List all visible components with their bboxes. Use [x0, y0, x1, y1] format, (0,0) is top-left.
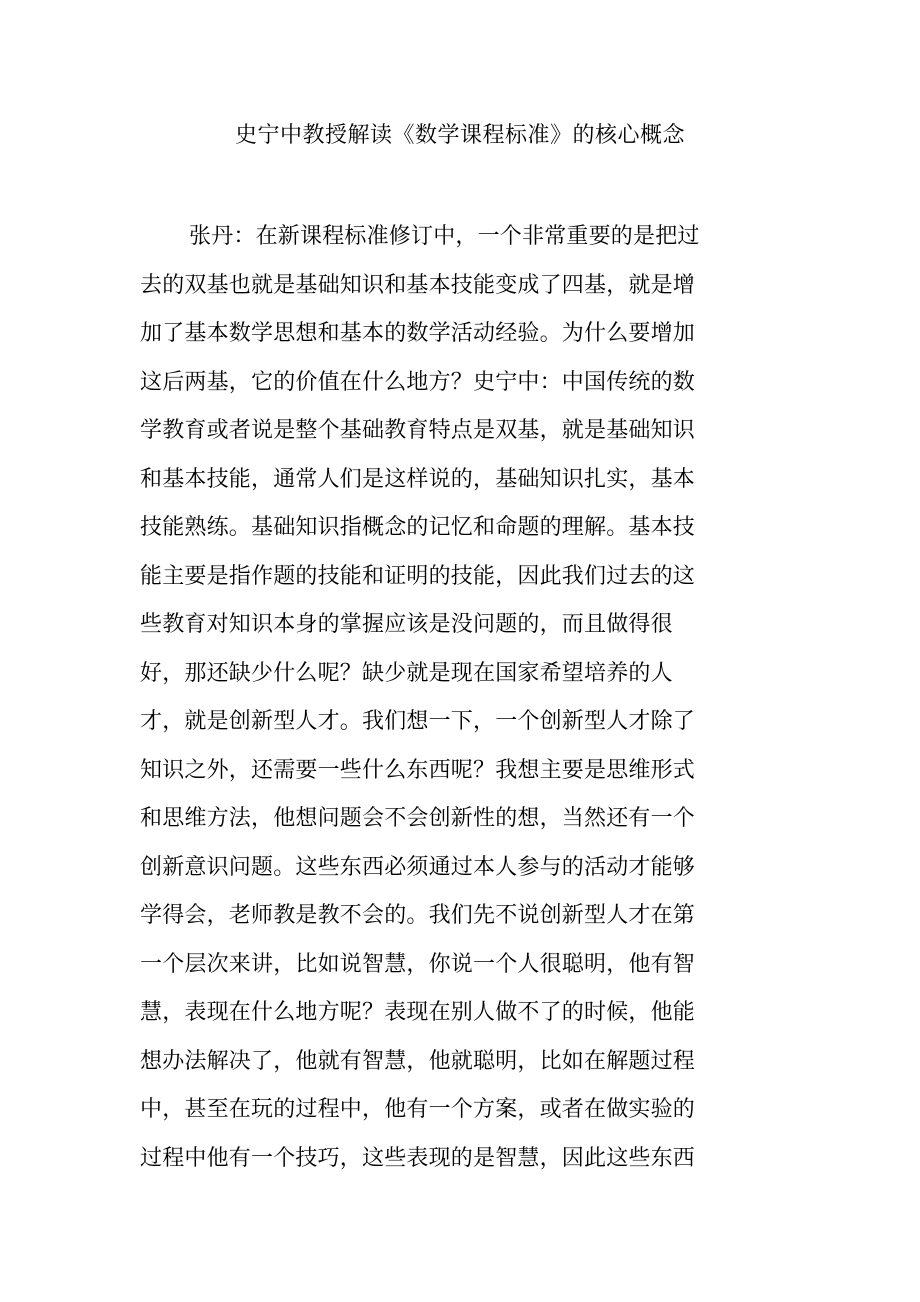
body-line: 过程中他有一个技巧，这些表现的是智慧，因此这些东西 — [140, 1145, 696, 1171]
body-line: 慧，表现在什么地方呢？表现在别人做不了的时候，他能 — [140, 1000, 696, 1025]
body-line: 和思维方法，他想问题会不会创新性的想，当然还有一个 — [140, 806, 696, 831]
body-line: 中，甚至在玩的过程中，他有一个方案，或者在做实验的 — [140, 1097, 696, 1122]
body-line: 些教育对知识本身的掌握应该是没问题的，而且做得很 — [140, 612, 673, 637]
document-body — [140, 213, 765, 1183]
body-line: 和基本技能，通常人们是这样说的，基础知识扎实，基本 — [140, 466, 696, 492]
body-line: 想办法解决了，他就有智慧，他就聪明，比如在解题过程 — [140, 1048, 696, 1074]
body-line: 张丹：在新课程标准修订中，一个非常重要的是把过 — [189, 224, 700, 249]
body-line: 去的双基也就是基础知识和基本技能变成了四基，就是增 — [140, 272, 696, 298]
body-line: 创新意识问题。这些东西必须通过本人参与的活动才能够 — [140, 854, 696, 880]
body-line: 学教育或者说是整个基础教育特点是双基，就是基础知识 — [140, 418, 696, 443]
body-line: 才，就是创新型人才。我们想一下，一个创新型人才除了 — [140, 709, 696, 734]
body-line: 学得会，老师教是教不会的。我们先不说创新型人才在第 — [140, 903, 696, 928]
document-title: 史宁中教授解读《数学课程标准》的核心概念 — [234, 123, 685, 148]
body-line: 一个层次来讲，比如说智慧，你说一个人很聪明，他有智 — [140, 951, 696, 977]
body-line: 加了基本数学思想和基本的数学活动经验。为什么要增加 — [140, 321, 696, 346]
body-line: 好，那还缺少什么呢？缺少就是现在国家希望培养的人 — [140, 660, 673, 686]
body-line: 技能熟练。基础知识指概念的记忆和命题的理解。基本技 — [140, 515, 696, 540]
body-line: 知识之外，还需要一些什么东西呢？我想主要是思维形式 — [140, 757, 696, 783]
body-line: 能主要是指作题的技能和证明的技能，因此我们过去的这 — [140, 563, 696, 589]
body-line: 这后两基，它的价值在什么地方？史宁中：中国传统的数 — [140, 369, 696, 395]
